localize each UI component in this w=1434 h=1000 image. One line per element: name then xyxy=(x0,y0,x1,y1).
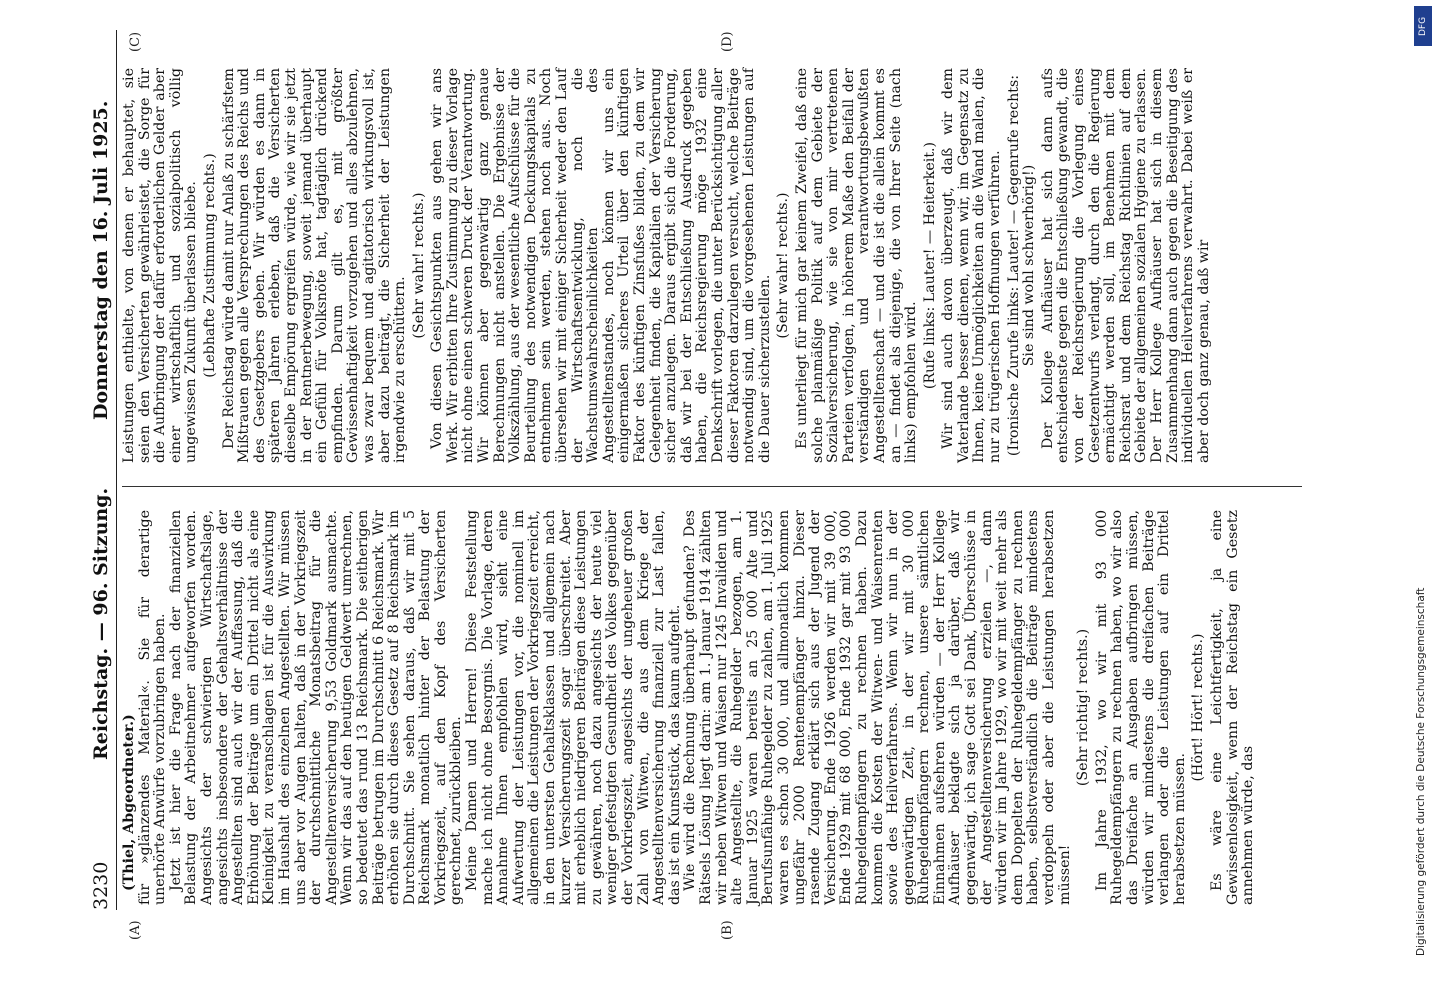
interjection: (Ironische Zurufe links: Lauter! — Gegenrufe rechts: Sie sind wohl schwerhörig!) xyxy=(1005,74,1038,457)
interjection: (Sehr wahr! rechts.) xyxy=(410,192,427,339)
margin-mark-b: (B) xyxy=(720,920,735,940)
funding-credit: Digitalisierung gefördert durch die Deutsche Forschungsgemeinschaft xyxy=(1415,587,1427,956)
session-date: Donnerstag den 16. Juli 1925. xyxy=(90,100,112,420)
paragraph: Im Jahre 1932, wo wir mit 93 000 Ruhegeldempfängern zu rechnen haben, wo wir also das Dreifache an Ausgaben aufbringen müssen, würden wir mindestens die dreifachen Beiträge verlangen oder die Leistungen auf ein Drittel herabsetzen müssen. xyxy=(1093,510,1188,905)
interjection: (Sehr wahr! rechts.) xyxy=(775,192,792,339)
paragraph: Wir sind auch davon überzeugt, daß wir dem Vaterlande besser dienen, wenn wir, im Gegensatz zu Ihnen, keine Unmöglichkeiten an die Wand malen, die nur zu trügerischen Hoffnungen verführen. xyxy=(940,68,1004,463)
interjection: (Lebhafte Zustimmung rechts.) xyxy=(201,153,218,378)
paragraph: für »glänzendes Material«. Sie für derartige unerhörte Anwürfe vorzubringen haben. xyxy=(136,510,169,905)
credit-strip xyxy=(1412,0,1434,1000)
paragraph: Der Reichstag würde damit nur Anlaß zu schärfstem Mißtrauen gegen alle Versprechungen des Reichs und des Gesetzgebers geben. Wir würden es dann in späteren Jahren erleben, daß die Versicherten dieselbe Empörung ergreifen würde, wie wir sie jetzt in der Rentnerbewegung, soweit jemand überhaupt ein Gefühl für Volksnöte hat, tagtäglich drückend empfinden. Darum gilt es, mit größter Gewissenhaftigkeit vorzugehen und alles abzulehnen, was zwar bequem und agitatorisch wirkungsvoll ist, aber dazu beiträgt, die Sicherheit der Leistungen irgendwie zu erschüttern. xyxy=(220,68,409,463)
interjection: (Sehr richtig! rechts.) xyxy=(1075,628,1092,787)
page-number: 3230 xyxy=(90,861,112,910)
dfg-logo: DFG xyxy=(1414,6,1432,46)
margin-mark-a: (A) xyxy=(128,920,143,940)
interjection: (Hört! Hört! rechts.) xyxy=(1190,633,1207,782)
margin-mark-c: (C) xyxy=(128,31,143,52)
column-left xyxy=(122,510,1257,905)
paragraph: Wie wird die Rechnung überhaupt gefunden? Des Rätsels Lösung liegt darin: am 1. Januar 1914 zählten wir neben Witwen und Waisen nur 1245 Invaliden und alte Angestellte, die Ruhegelder bezogen, am 1. Januar 1925 waren bereits an 25 000 Alte und Berufsunfähige Ruhegelder zu zahlen, am 1. Juli 1925 waren es schon 30 000, und allmonatlich kommen ungefähr 2000 Rentenempfänger hinzu. Dieser rasende Zugang erklärt sich aus der Jugend der Versicherung. Ende 1926 werden wir mit 39 000, Ende 1929 mit 68 000, Ende 1932 gar mit 93 000 Ruhegeldempfängern zu rechnen haben. Dazu kommen die Kosten der Witwen- und Waisenrenten sowie des Heilverfahrens. Wenn wir nun in der gegenwärtigen Zeit, in der wir mit 30 000 Ruhegeldempfängern rechnen, unsere sämtlichen Einnahmen aufsehren würden — der Herr Kollege Aufhäuser beklagte sich ja darüber, daß wir gegenwärtig, ich sage Gott sei Dank, Überschüsse in der Angestelltenversicherung erzielen —, dann würden wir im Jahre 1929, wo wir mit weit mehr als dem Doppelten der Ruhegeldempfänger zu rechnen haben, selbstverständlich die Beiträge mindestens verdoppeln oder aber die Leistungen herabsetzen müssen! xyxy=(682,510,1073,905)
page-header xyxy=(88,30,117,910)
column-right xyxy=(122,68,1212,463)
interjection: (Rufe links: Lauter! — Heiterkeit.) xyxy=(921,141,938,390)
paragraph: Leistungen enthielte, von denen er behauptet, sie seien den Versicherten gewährleistet, die Sorge für die Aufbringung der dafür erforderlichen Gelder aber einer wirtschaftlich und sozialpolitisch völlig ungewissen Zukunft überlassen bliebe. xyxy=(121,68,200,463)
paragraph: Es wäre eine Leichtfertigkeit, ja eine Gewissenlosigkeit, wenn der Reichstag ein Gesetz annehmen würde, das xyxy=(1208,510,1257,905)
session-title: Reichstag. — 96. Sitzung. xyxy=(90,487,112,760)
paragraph: Es unterliegt für mich gar keinem Zweifel, daß eine solche planmäßige Politik auf dem Gebiete der Sozialversicherung, wie sie von mir vertretenen Parteien verfolgen, in höherem Maße den Beifall der verständigen und verantwortungsbewußten Angestelltenschaft — und die ist die allein kommt es an — findet als diejenige, die von Ihrer Seite (nach links) empfohlen wird. xyxy=(793,68,920,463)
column-divider xyxy=(122,486,1302,487)
paragraph: Der Kollege Aufhäuser hat sich dann aufs entschiedenste gegen die Entschließung gewandt, die von der Reichsregierung die Vorlegung eines Gesetzentwurfs verlangt, durch den die Regierung ermächtigt werden soll, im Benehmen mit dem Reichsrat und dem Reichstag Richtlinien auf dem Gebiete der allgemeinen sozialen Hygiene zu erlassen. Der Herr Kollege Aufhäuser hat sich in diesem Zusammenhang dann auch gegen die Beseitigung des individuellen Heilverfahrens verwahrt. Dabei weiß er aber doch ganz genau, daß wir xyxy=(1039,68,1212,463)
paragraph: Jetzt ist hier die Frage nach der finanziellen Belastung der Arbeitnehmer aufgeworfen worden. Angesichts der schwierigen Wirtschaftslage, angesichts insbesondere der Gehaltsverhältnisse der Angestellten sind auch wir der Auffassung, daß die Erhöhung der Beiträge um ein Drittel nicht als eine Kleinigkeit zu veranschlagen ist für die Auswirkung im Haushalt des einzelnen Angestellten. Wir müssen uns aber vor Augen halten, daß in der Vorkriegszeit der durchschnittliche Monatsbeitrag für die Angestelltenversicherung 9,53 Goldmark ausmachte. Wenn wir das auf den heutigen Geldwert umrechnen, so bedeutet das rund 13 Reichsmark. Die seitherigen Beiträge betrugen im Durchschnitt 6 Reichsmark. Wir erhöhen sie durch dieses Gesetz auf 8 Reichsmark im Durchschnitt. Sie sehen daraus, daß wir mit 5 Reichsmark monatlich hinter der Belastung der Vorkriegszeit, auf den Kopf des Versicherten gerechnet, zurückbleiben. xyxy=(167,510,465,905)
paragraph: Meine Damen und Herren! Diese Feststellung mache ich nicht ohne Besorgnis. Die Vorlage, deren Annahme Ihnen empfohlen wird, sieht eine Aufwertung der Leistungen vor, die nominell im allgemeinen die Leistungen der Vorkriegszeit erreicht, in den untersten Gehaltsklassen und allgemein nach kurzer Versicherungszeit sogar überschreitet. Aber mit erheblich niedrigeren Beiträgen diese Leistungen zu gewähren, noch dazu angesichts der heute viel weniger gefestigten Gesundheit des Volkes gegenüber der Vorkriegszeit, angesichts der ungeheuer großen Zahl von Witwen, die aus dem Kriege der Angestelltenversicherung finanziell zur Last fallen, das ist ein Kunststück, das kaum aufgeht. xyxy=(464,510,683,905)
paragraph: Von diesen Gesichtspunkten aus gehen wir ans Werk. Wir erbitten Ihre Zustimmung zu dieser Vorlage nicht ohne einen schweren Druck der Verantwortung. Wir können aber gegenwärtig ganz genaue Berechnungen nicht anstellen. Die Ergebnisse der Volkszählung, aus der wesentliche Aufschlüsse für die Beurteilung des notwendigen Deckungskapitals zu entnehmen sein werden, stehen noch aus. Noch übersehen wir mit einiger Sicherheit weder den Lauf der Wirtschaftsentwicklung, noch die Wachstumswahrscheinlichkeiten des Angestelltenstandes, noch können wir uns ein einigermaßen sicheres Urteil über den künftigen Faktor des künftigen Zinsfußes bilden, zu dem wir Gelegenheit finden, die Kapitalien der Versicherung sicher anzulegen. Daraus ergibt sich die Forderung, daß wir bei der Entschließung Ausdruck gegeben haben, die Reichsregierung möge 1932 eine Denkschrift vorlegen, die unter Berücksichtigung aller dieser Faktoren darzulegen versucht, welche Beiträge notwendig sind, um die vorgesehenen Leistungen auf die Dauer sicherzustellen. xyxy=(429,68,773,463)
speaker-label: (Thiel, Abgeordneter.) xyxy=(121,714,137,891)
margin-mark-d: (D) xyxy=(720,31,735,52)
